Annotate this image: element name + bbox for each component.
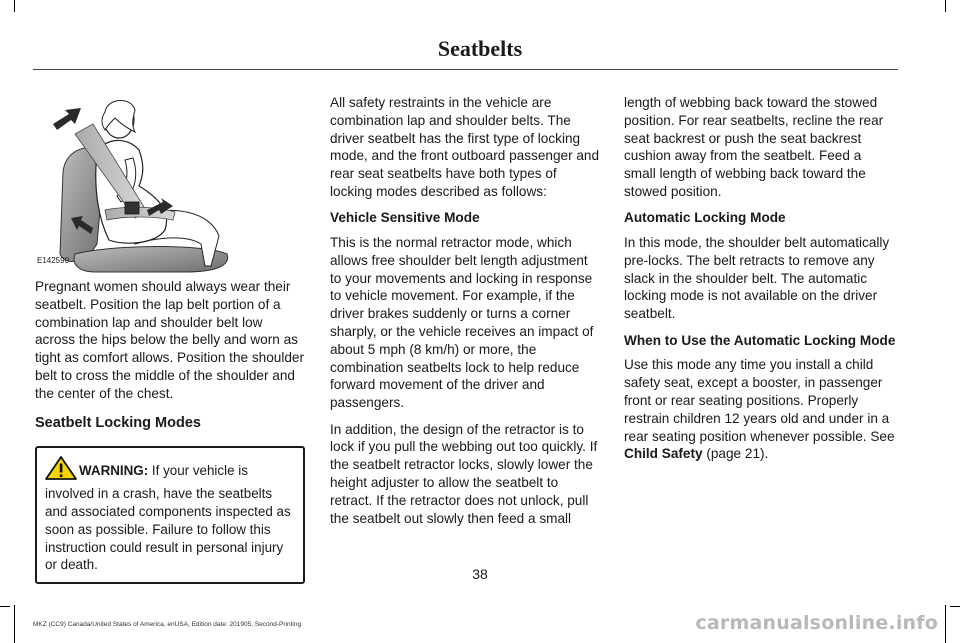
- pregnant-women-paragraph: Pregnant women should always wear their seatbelt. Position the lap belt portion of a combination lap and shoulder belt low across the hips below the belly and worn as tight as comfort allows. Position the shoulder belt to cross the middle of the shoulder and the center of the chest.: [35, 279, 304, 401]
- retractor-paragraph: In addition, the design of the retractor is to lock if you pull the webbing out too quickly. If the seatbelt retractor locks, slowly lower the height adjuster to allow the seatbelt to retract. If the retractor does not unlock, pull the seatbelt out slowly then feed a small: [330, 421, 598, 526]
- page-title: Seatbelts: [437, 36, 523, 61]
- crop-mark: [945, 605, 946, 643]
- warning-box: [35, 446, 305, 584]
- crop-mark: [14, 0, 15, 12]
- crop-mark: [945, 0, 946, 12]
- watermark-text: carmanualsonline.info: [695, 612, 938, 634]
- warning-label: WARNING:: [79, 463, 149, 479]
- subheading-vehicle-sensitive: Vehicle Sensitive Mode: [330, 210, 480, 226]
- subheading-automatic-locking: Automatic Locking Mode: [624, 210, 786, 226]
- subheading-when-to-use: When to Use the Automatic Locking Mode: [624, 332, 896, 348]
- footer-edition-info: MKZ (CC9) Canada/United States of America, enUSA, Edition date: 201905, Second-Printing: [33, 621, 302, 628]
- pregnant-seatbelt-illustration: [35, 94, 305, 274]
- when-to-use-paragraph: [624, 356, 896, 463]
- when-to-use-text: Use this mode any time you install a child safety seat, except a booster, in passenger front or rear seating positions. Properly restrain children 12 years old and under in a rear seating position whenever possible. See: [624, 357, 895, 444]
- child-safety-link[interactable]: Child Safety: [624, 446, 703, 462]
- illustration-svg: [35, 94, 305, 274]
- column-middle: [330, 94, 602, 536]
- column-right: [624, 94, 896, 472]
- continued-paragraph: length of webbing back toward the stowed position. For rear seatbelts, recline the rear seat backrest or push the seat backrest cushion away from the seatbelt. Feed a small length of webbing back toward the stowed position.: [624, 95, 884, 199]
- header-divider: [33, 69, 898, 70]
- crop-mark: [950, 606, 960, 607]
- section-heading: Seatbelt Locking Modes: [35, 414, 201, 431]
- intro-paragraph: All safety restraints in the vehicle are combination lap and shoulder belts. The driver seatbelt has the first type of locking mode, and the front outboard passenger and rear seat seatbelts have both types of locking modes described as follows:: [330, 95, 600, 199]
- column-left: [35, 94, 305, 584]
- automatic-locking-paragraph: In this mode, the shoulder belt automatically pre-locks. The belt retracts to remove any slack in the shoulder belt. The automatic locking mode is not available on the driver seatbelt.: [624, 235, 890, 322]
- vehicle-sensitive-paragraph: This is the normal retractor mode, which allows free shoulder belt length adjustment to your movements and locking in response to vehicle movement. For example, if the driver brakes suddenly or turns a corner sharply, or the vehicle receives an impact of about 5 mph (8 km/h) or more, the combination seatbelts lock to help reduce forward movement of the driver and passengers.: [330, 235, 594, 411]
- crop-mark: [14, 605, 15, 643]
- page-number: 38: [472, 566, 488, 582]
- xref-page: (page 21).: [702, 446, 769, 462]
- warning-text: If your vehicle is involved in a crash, have the seatbelts and associated components inspected as soon as possible. Failure to follow this instruction could result in personal injury or death.: [45, 463, 291, 573]
- figure-id: E142590: [37, 256, 70, 266]
- crop-mark: [0, 606, 10, 607]
- warning-triangle-icon: [45, 456, 77, 485]
